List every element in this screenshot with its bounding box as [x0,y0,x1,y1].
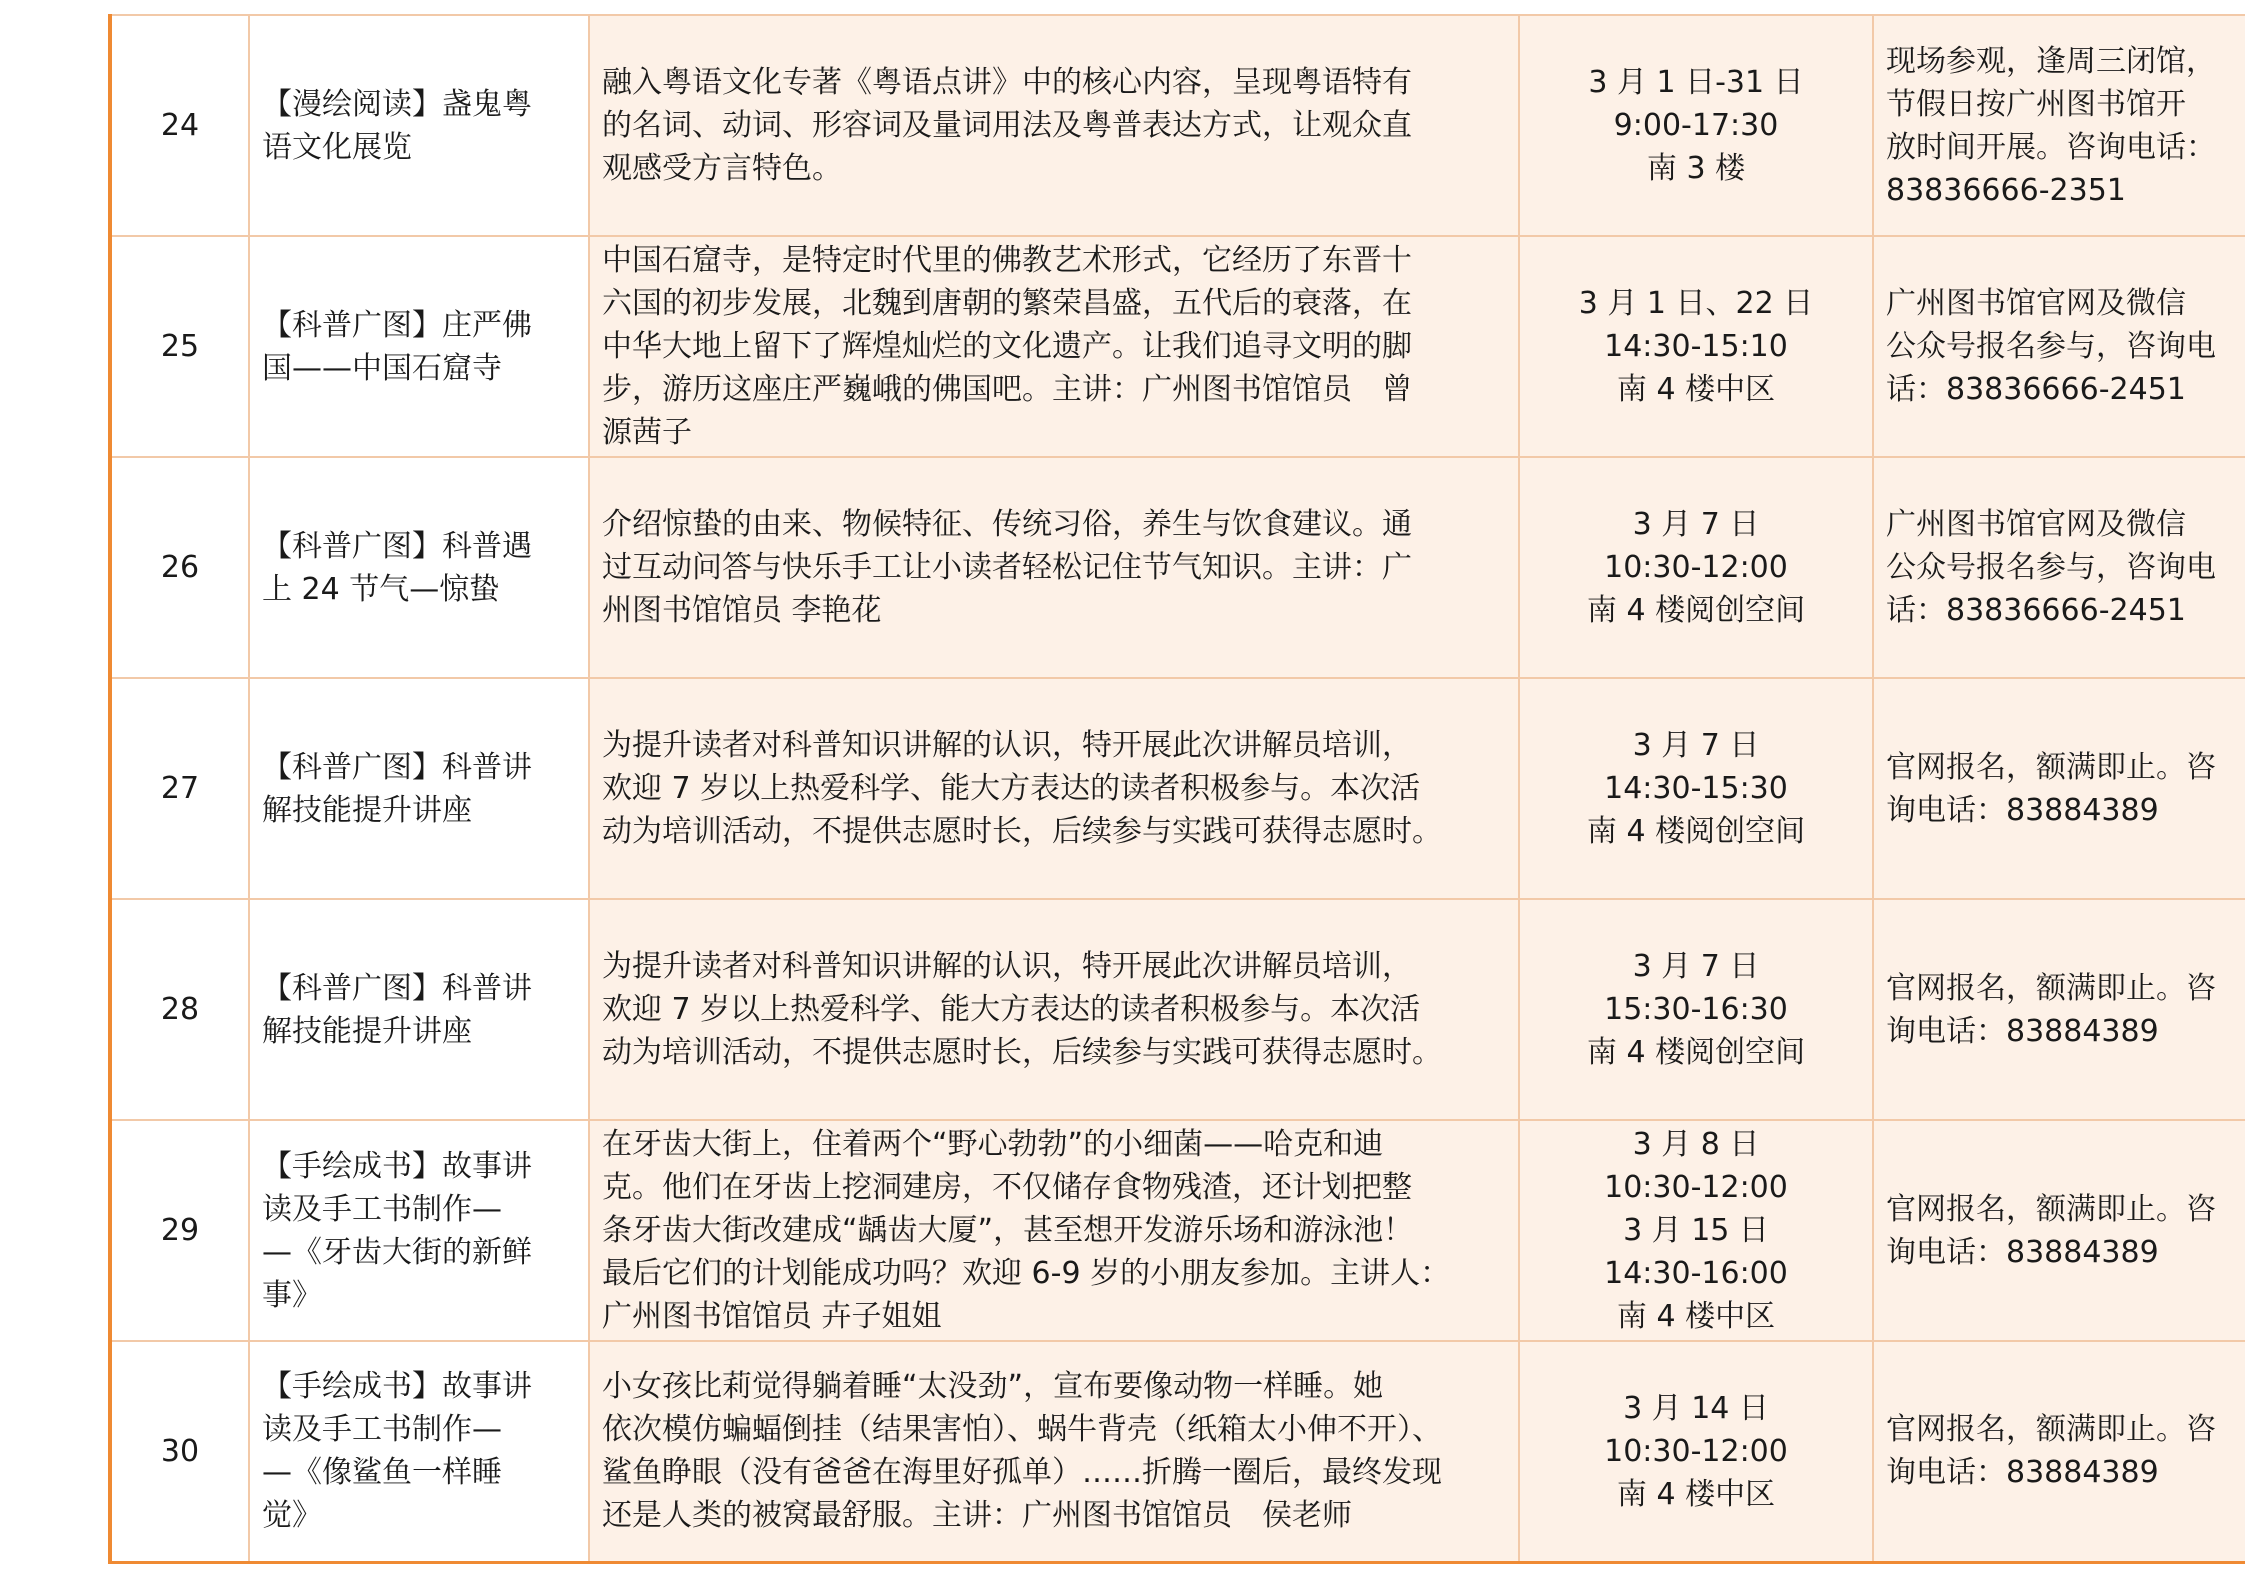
event-signup-info-line: 现场参观，逢周三闭馆， [1886,43,2216,79]
event-description-line: 州图书馆馆员 李艳花 [602,593,882,628]
event-signup-info-line: 公众号报名参与，咨询电 [1886,550,2216,585]
event-signup-info-cell [1873,1341,2245,1562]
event-time-location-cell [1519,15,1873,236]
event-number-cell [110,236,249,457]
event-number-cell [110,15,249,236]
event-name-line: 语文化展览 [262,129,412,165]
event-time-location-line: 3 月 14 日 [1623,1390,1769,1426]
event-description-line: 最后它们的计划能成功吗？欢迎 6-9 岁的小朋友参加。主讲人： [602,1256,1451,1291]
event-name-cell [249,457,589,678]
event-time-location-line: 3 月 1 日-31 日 [1588,65,1804,100]
event-description-cell [589,236,1519,457]
event-signup-info-line: 话：83836666-2451 [1886,372,2186,407]
event-description-line: 介绍惊蛰的由来、物候特征、传统习俗，养生与饮食建议。通 [602,507,1412,542]
event-signup-info-line: 放时间开展。咨询电话： [1886,129,2216,165]
event-time-location-line: 南 4 楼阅创空间 [1586,814,1806,849]
event-description-line: 的名词、动词、形容词及量词用法及粤普表达方式，让观众直 [602,108,1412,143]
event-description-line: 观感受方言特色。 [602,151,842,186]
event-time-location-cell [1519,1120,1873,1341]
event-time-location-cell [1519,236,1873,457]
event-name-line: 国——中国石窟寺 [262,350,502,386]
event-description-line: 动为培训活动，不提供志愿时长，后续参与实践可获得志愿时。 [602,814,1442,849]
event-description-line: 为提升读者对科普知识讲解的认识，特开展此次讲解员培训， [602,728,1412,763]
event-number: 27 [160,771,200,806]
event-description-line: 步，游历这座庄严巍峨的佛国吧。主讲：广州图书馆馆员 曾 [602,372,1412,407]
event-time-location-line: 南 4 楼中区 [1616,1299,1776,1334]
event-description-line: 中国石窟寺，是特定时代里的佛教艺术形式，它经历了东晋十 [602,243,1412,278]
event-name-line: —《像鲨鱼一样睡 [262,1455,502,1491]
event-number: 25 [160,329,200,364]
event-signup-info-line: 询电话：83884389 [1886,1455,2159,1491]
event-name-line: 【科普广图】科普遇 [262,528,532,564]
event-time-location-line: 14:30-16:00 [1604,1256,1788,1291]
event-signup-info-cell [1873,236,2245,457]
event-number-cell [110,678,249,899]
event-description-cell [589,457,1519,678]
event-description-line: 广州图书馆馆员 卉子姐姐 [602,1299,942,1334]
event-description-line: 小女孩比莉觉得躺着睡“太没劲”，宣布要像动物一样睡。她 [602,1369,1384,1405]
event-name-cell [249,15,589,236]
event-signup-info-cell [1873,457,2245,678]
event-name-line: 【科普广图】庄严佛 [262,307,532,343]
event-signup-info-line: 官网报名，额满即止。咨 [1886,1412,2216,1448]
event-time-location-line: 南 4 楼阅创空间 [1586,593,1806,628]
event-signup-info-line: 广州图书馆官网及微信 [1886,507,2186,542]
event-time-location-cell [1519,457,1873,678]
table-row [110,1341,2245,1562]
events-table-body [110,15,2245,1562]
event-time-location-line: 南 4 楼阅创空间 [1586,1035,1806,1070]
event-number: 26 [160,550,200,585]
event-number-cell [110,1341,249,1562]
event-name-cell [249,1341,589,1562]
event-signup-info-cell [1873,899,2245,1120]
event-signup-info-line: 询电话：83884389 [1886,1013,2159,1049]
event-signup-info-line: 83836666-2351 [1886,172,2126,208]
event-time-location-line: 3 月 1 日、22 日 [1578,286,1814,321]
event-description-line: 克。他们在牙齿上挖洞建房，不仅储存食物残渣，还计划把整 [602,1170,1412,1205]
event-time-location-line: 3 月 15 日 [1623,1213,1769,1248]
event-name-line: 【漫绘阅读】盏鬼粤 [262,86,532,122]
event-name-cell [249,236,589,457]
event-signup-info-line: 广州图书馆官网及微信 [1886,286,2186,321]
event-time-location-line: 南 4 楼中区 [1616,1476,1776,1512]
event-name-line: 【手绘成书】故事讲 [262,1369,532,1405]
event-signup-info-line: 公众号报名参与，咨询电 [1886,329,2216,364]
event-name-line: 读及手工书制作— [262,1191,502,1227]
event-signup-info-line: 节假日按广州图书馆开 [1886,86,2186,122]
table-row [110,678,2245,899]
event-name-line: 觉》 [262,1498,322,1534]
event-description-cell [589,678,1519,899]
event-description-cell [589,15,1519,236]
event-name-line: 上 24 节气—惊蛰 [262,571,500,607]
event-description-cell [589,1341,1519,1562]
events-table [108,14,2245,1564]
event-number-cell [110,457,249,678]
event-time-location-line: 14:30-15:10 [1604,329,1788,364]
event-signup-info-cell [1873,678,2245,899]
event-description-line: 鲨鱼睁眼（没有爸爸在海里好孤单）……折腾一圈后，最终发现 [602,1455,1442,1491]
event-number: 28 [160,992,200,1027]
table-row [110,899,2245,1120]
event-time-location-line: 10:30-12:00 [1604,1170,1788,1205]
table-row [110,1120,2245,1341]
event-number-cell [110,1120,249,1341]
event-number: 30 [160,1433,200,1469]
event-name-line: 解技能提升讲座 [262,792,472,828]
event-signup-info-line: 官网报名，额满即止。咨 [1886,749,2216,785]
table-row [110,236,2245,457]
table-row [110,457,2245,678]
event-description-cell [589,1120,1519,1341]
event-description-line: 源茜子 [602,415,692,450]
event-name-cell [249,678,589,899]
event-description-cell [589,899,1519,1120]
event-name-line: 事》 [262,1277,322,1313]
event-time-location-line: 3 月 7 日 [1632,507,1760,542]
event-description-line: 还是人类的被窝最舒服。主讲：广州图书馆馆员 侯老师 [602,1498,1352,1534]
event-time-location-line: 9:00-17:30 [1613,108,1779,143]
event-time-location-line: 10:30-12:00 [1604,1433,1788,1469]
event-name-line: —《牙齿大街的新鲜 [262,1234,532,1270]
event-signup-info-line: 话：83836666-2451 [1886,593,2186,628]
event-signup-info-line: 官网报名，额满即止。咨 [1886,970,2216,1006]
event-name-cell [249,899,589,1120]
event-time-location-line: 南 3 楼 [1646,151,1746,186]
event-description-line: 过互动问答与快乐手工让小读者轻松记住节气知识。主讲：广 [602,550,1412,585]
event-time-location-line: 南 4 楼中区 [1616,372,1776,407]
table-row [110,15,2245,236]
event-name-line: 【科普广图】科普讲 [262,970,532,1006]
event-signup-info-cell [1873,15,2245,236]
event-time-location-line: 3 月 8 日 [1632,1127,1760,1162]
event-time-location-line: 14:30-15:30 [1604,771,1788,806]
event-name-cell [249,1120,589,1341]
event-signup-info-cell [1873,1120,2245,1341]
event-signup-info-line: 官网报名，额满即止。咨 [1886,1191,2216,1227]
event-time-location-line: 10:30-12:00 [1604,550,1788,585]
event-time-location-line: 15:30-16:30 [1604,992,1788,1027]
event-description-line: 为提升读者对科普知识讲解的认识，特开展此次讲解员培训， [602,949,1412,984]
event-time-location-line: 3 月 7 日 [1632,728,1760,763]
event-description-line: 欢迎 7 岁以上热爱科学、能大方表达的读者积极参与。本次活 [602,771,1421,806]
event-description-line: 六国的初步发展，北魏到唐朝的繁荣昌盛，五代后的衰落，在 [602,286,1412,321]
event-time-location-cell [1519,899,1873,1120]
event-name-line: 【手绘成书】故事讲 [262,1148,532,1184]
event-time-location-cell [1519,678,1873,899]
event-number-cell [110,899,249,1120]
event-description-line: 在牙齿大街上，住着两个“野心勃勃”的小细菌——哈克和迪 [602,1127,1384,1162]
event-description-line: 融入粤语文化专著《粤语点讲》中的核心内容，呈现粤语特有 [602,65,1412,100]
event-number: 24 [160,108,200,143]
event-description-line: 中华大地上留下了辉煌灿烂的文化遗产。让我们追寻文明的脚 [602,329,1412,364]
event-number: 29 [160,1213,200,1248]
event-description-line: 条牙齿大街改建成“龋齿大厦”，甚至想开发游乐场和游泳池！ [602,1213,1414,1248]
event-signup-info-line: 询电话：83884389 [1886,792,2159,828]
event-time-location-line: 3 月 7 日 [1632,949,1760,984]
event-description-line: 依次模仿蝙蝠倒挂（结果害怕）、蜗牛背壳（纸箱太小伸不开）、 [602,1412,1442,1448]
event-name-line: 【科普广图】科普讲 [262,749,532,785]
event-name-line: 读及手工书制作— [262,1412,502,1448]
event-time-location-cell [1519,1341,1873,1562]
event-name-line: 解技能提升讲座 [262,1013,472,1049]
event-description-line: 动为培训活动，不提供志愿时长，后续参与实践可获得志愿时。 [602,1035,1442,1070]
event-signup-info-line: 询电话：83884389 [1886,1234,2159,1270]
event-description-line: 欢迎 7 岁以上热爱科学、能大方表达的读者积极参与。本次活 [602,992,1421,1027]
